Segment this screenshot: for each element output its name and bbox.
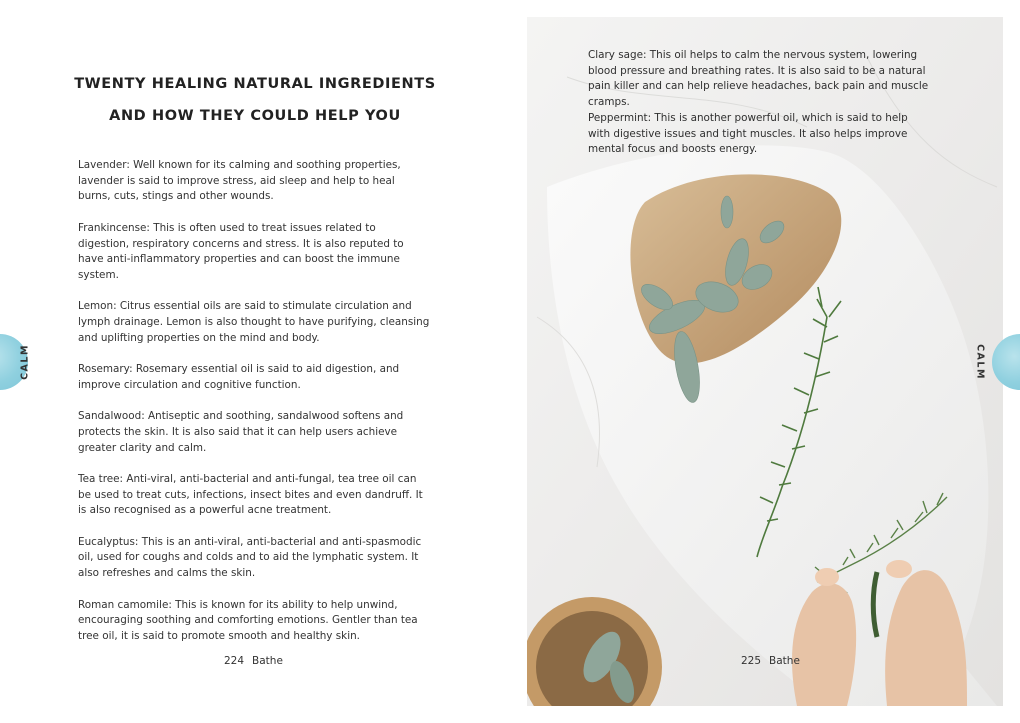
page-number: 225 — [741, 655, 762, 667]
ingredient-entry-roman-camomile: Roman camomile: This is known for its ability to help unwind, encouraging soothing and comforting emotions. Gentler than tea tree oil, it is said to promote smooth and healthy skin. — [78, 598, 418, 642]
section-name: Bathe — [769, 655, 800, 667]
ingredient-entry-peppermint: Peppermint: This is another powerful oil, which is said to help with digestive issues and tight muscles. It also helps improve mental focus and boosts energy. — [588, 112, 908, 156]
section-tab-label-left: CALM — [19, 344, 31, 380]
ingredient-entry-eucalyptus: Eucalyptus: This is an anti-viral, anti-bacterial and anti-spasmodic oil, used for coughs and colds and to aid the lymphatic system. It also refreshes and calms the skin. — [78, 535, 422, 580]
ingredient-entry-lavender: Lavender: Well known for its calming and soothing properties, lavender is said to improve stress, aid sleep and help to heal burns, cuts, stings and other wounds. — [78, 159, 401, 203]
ingredient-list — [78, 158, 430, 660]
right-page-folio — [741, 655, 800, 667]
left-page-folio — [224, 655, 283, 667]
section-name: Bathe — [252, 655, 283, 667]
ingredient-entry-sandalwood: Sandalwood: Antiseptic and soothing, sandalwood softens and protects the skin. It is also said that it can help users achieve greater clarity and calm. — [78, 410, 404, 454]
page-heading-line-1: TWENTY HEALING NATURAL INGREDIENTS — [74, 76, 436, 92]
ingredient-entry-lemon: Lemon: Citrus essential oils are said to stimulate circulation and lymph drainage. Lemon is also thought to have purifying, cleansing and uplifting properties on the mind and body. — [78, 300, 430, 344]
ingredient-entry-rosemary: Rosemary: Rosemary essential oil is said to aid digestion, and improve circulation and cognitive function. — [78, 363, 400, 391]
page-number: 224 — [224, 655, 245, 667]
ingredient-entry-frankincense: Frankincense: This is often used to treat issues related to digestion, respiratory concerns and stress. It is also reputed to have anti-inflammatory properties and can boost the immune system. — [78, 221, 404, 281]
section-tab-label-right: CALM — [974, 344, 986, 380]
page-heading-line-2: AND HOW THEY COULD HELP YOU — [109, 108, 401, 124]
ingredient-entry-tea-tree: Tea tree: Anti-viral, anti-bacterial and anti-fungal, tea tree oil can be used to treat cuts, infections, insect bites and even dandruff. It is also recognised as a powerful acne treatment. — [78, 472, 423, 517]
ingredient-entry-clary-sage: Clary sage: This oil helps to calm the nervous system, lowering blood pressure and breathing rates. It is also said to be a natural pain killer and can help relieve headaches, back pain and muscle cramps. — [588, 49, 929, 109]
